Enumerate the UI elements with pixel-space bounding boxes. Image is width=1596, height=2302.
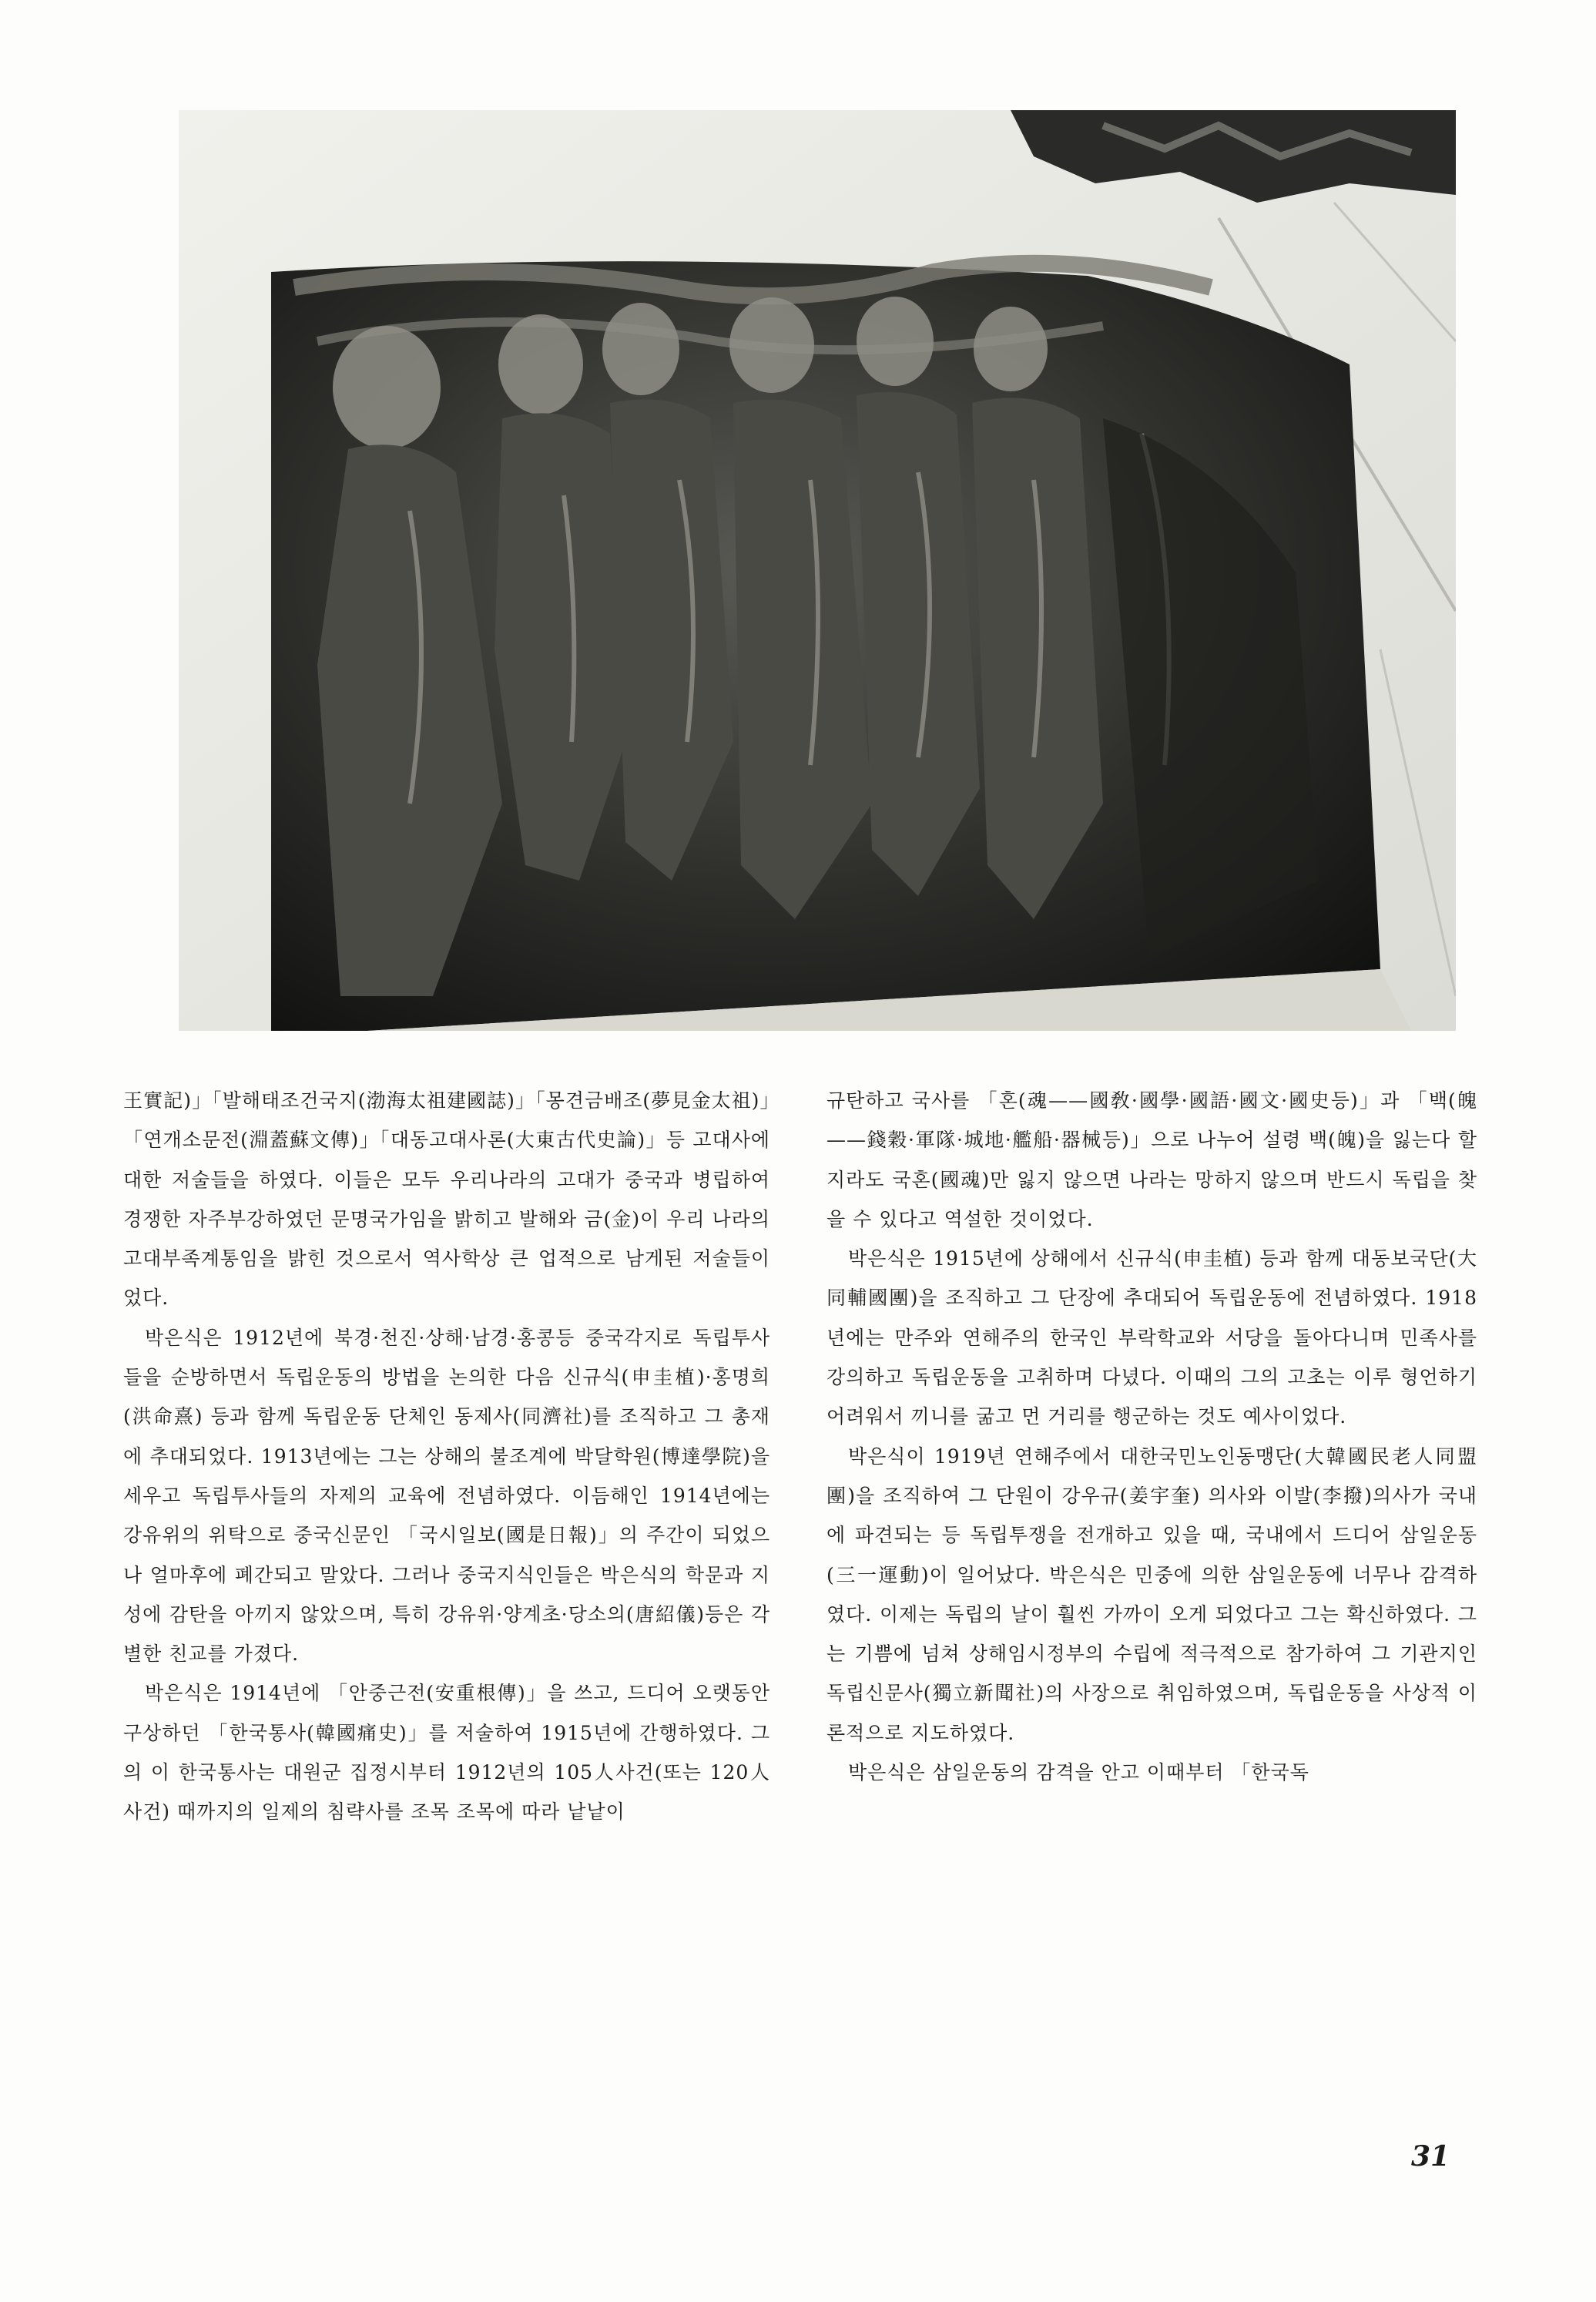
relief-sculpture-photo [179, 110, 1456, 1031]
paragraph: 박은식은 삼일운동의 감격을 안고 이때부터 「한국독 [848, 1761, 1309, 1784]
paragraph: 王實記)」「발해태조건국지(渤海太祖建國誌)」「몽견금배조(夢見金太祖)」「연개소문전(淵蓋蘇文傳)」「대동고대사론(大東古代史論)」등 고대사에 대한 저술들을 하였다. 이들은 모두 우리나라의 고대가 중국과 병립하여 경쟁한 자주부강하였던 문명국가임을 밝히고 발해와 금(金)이 우리 나라의 고대부족계통임을 밝힌 것으로서 역사학상 큰 업적으로 남게된 저술들이었다. [123, 1089, 770, 1310]
paragraph: 박은식은 1912년에 북경·천진·상해·남경·홍콩등 중국각지로 독립투사들을 순방하면서 독립운동의 방법을 논의한 다음 신규식(申圭植)·홍명희(洪命熹) 등과 함께 독립운동 단체인 동제사(同濟社)를 조직하고 그 총재에 추대되었다. 1913년에는 그는 상해의 불조계에 박달학원(博達學院)을 세우고 독립투사들의 자제의 교육에 전념하였다. 이듬해인 1914년에는 강유위의 위탁으로 중국신문인 「국시일보(國是日報)」의 주간이 되었으나 얼마후에 폐간되고 말았다. 그러나 중국지식인들은 박은식의 학문과 지성에 감탄을 아끼지 않았으며, 특히 강유위·양계초·당소의(唐紹儀)등은 각별한 친교를 가졌다. [123, 1326, 770, 1666]
relief-sculpture-icon [179, 110, 1456, 1031]
page-number: 31 [1411, 2140, 1450, 2173]
paragraph: 규탄하고 국사를 「혼(魂——國敎·國學·國語·國文·國史등)」과 「백(魄——錢穀·軍隊·城地·艦船·器械등)」으로 나누어 설령 백(魄)을 잃는다 할지라도 국혼(國魂)만 잃지 않으면 나라는 망하지 않으며 반드시 독립을 찾을 수 있다고 역설한 것이었다. [826, 1089, 1477, 1230]
paragraph: 박은식은 1914년에 「안중근전(安重根傳)」을 쓰고, 드디어 오랫동안 구상하던 「한국통사(韓國痛史)」를 저술하여 1915년에 간행하였다. 그의 이 한국통사는 대원군 집정시부터 1912년의 105人사건(또는 120人사건) 때까지의 일제의 침략사를 조목 조목에 따라 낱낱이 [123, 1682, 770, 1824]
paragraph: 박은식은 1915년에 상해에서 신규식(申圭植) 등과 함께 대동보국단(大同輔國團)을 조직하고 그 단장에 추대되어 독립운동에 전념하였다. 1918년에는 만주와 연해주의 한국인 부락학교와 서당을 돌아다니며 민족사를 강의하고 독립운동을 고취하며 다녔다. 이때의 그의 고초는 이루 형언하기 어려워서 끼니를 굶고 먼 거리를 행군하는 것도 예사이었다. [826, 1247, 1477, 1428]
right-text-column [826, 1081, 1477, 1792]
paragraph: 박은식이 1919년 연해주에서 대한국민노인동맹단(大韓國民老人同盟團)을 조직하여 그 단원이 강우규(姜宇奎) 의사와 이발(李撥)의사가 국내에 파견되는 등 독립투쟁을 전개하고 있을 때, 국내에서 드디어 삼일운동(三一運動)이 일어났다. 박은식은 민중에 의한 삼일운동에 너무나 감격하였다. 이제는 독립의 날이 훨씬 가까이 오게 되었다고 그는 확신하였다. 그는 기쁨에 넘쳐 상해임시정부의 수립에 적극적으로 참가하여 그 기관지인 독립신문사(獨立新聞社)의 사장으로 취임하였으며, 독립운동을 사상적 이론적으로 지도하였다. [826, 1445, 1477, 1744]
left-text-column [123, 1081, 770, 1832]
